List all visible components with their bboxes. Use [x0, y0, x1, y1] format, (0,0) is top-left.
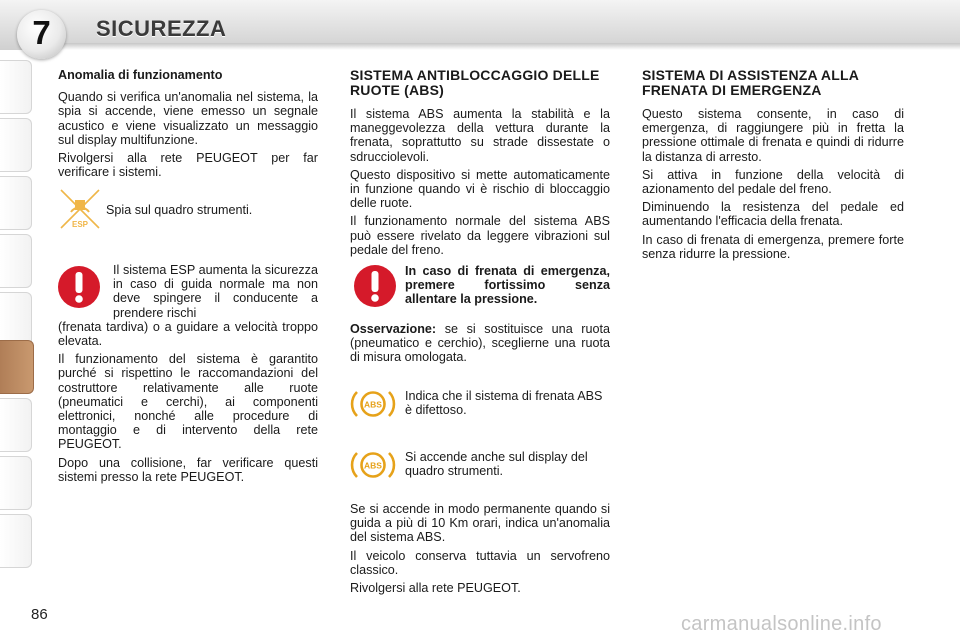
- header-shadow: [60, 43, 960, 50]
- esp-light-label: ESP: [71, 220, 89, 229]
- abs-paragraph-5: Il veicolo conserva tuttavia un servofreno classico.: [350, 548, 610, 577]
- emergency-braking-warning: In caso di frenata di emergenza, premere fortissimo senza allentare la pressione.: [405, 264, 610, 307]
- watermark: carmanualsonline.info: [681, 613, 882, 635]
- esp-warning-block: [58, 263, 318, 488]
- thumb-tab-4[interactable]: [0, 234, 32, 288]
- thumb-tab-7[interactable]: [0, 398, 32, 452]
- anomaly-paragraph-1: Quando si verifica un'anomalia nel sistema, la spia si accende, viene emesso un segnale acustico e viene visualizzato un messaggio sul display multifunzione.: [58, 90, 318, 147]
- emergency-warning-exclamation-icon: [352, 263, 398, 309]
- emergency-assist-title: SISTEMA DI ASSISTENZA ALLA FRENATA DI EMERGENZA: [642, 67, 859, 98]
- abs-light-label-1: ABS: [364, 399, 382, 410]
- abs-paragraph-4: Se si accende in modo permanente quando si guida a più di 10 Km orari, indica un'anomalia del sistema ABS.: [350, 502, 610, 545]
- chapter-number: 7: [32, 14, 51, 51]
- abs-display-light-icon: [350, 447, 396, 483]
- anomaly-heading: Anomalia di funzionamento: [58, 68, 223, 82]
- abs-note: [350, 322, 610, 369]
- column-1: [58, 68, 318, 183]
- esp-warning-paragraph-2: Il funzionamento del sistema è garantito purché si rispettino le raccomandazioni del costruttore relativamente alle ruote (pneumatici e cerchi), ai componenti elettronici, nonché alle procedure di montaggio e di intervento della rete PEUGEOT.: [58, 352, 318, 452]
- abs-paragraph-3: Il funzionamento normale del sistema ABS può essere rivelato da leggere vibrazioni sul pedale del freno.: [350, 214, 610, 257]
- anomaly-paragraph-2: Rivolgersi alla rete PEUGEOT per far verificare i sistemi.: [58, 151, 318, 180]
- assist-paragraph-4: In caso di frenata di emergenza, premere forte senza ridurre la pressione.: [642, 232, 904, 261]
- thumb-tab-3[interactable]: [0, 176, 32, 230]
- chapter-badge: [17, 10, 66, 59]
- abs-light-label-2: ABS: [364, 460, 382, 471]
- column-2: [350, 68, 610, 261]
- assist-paragraph-1: Questo sistema consente, in caso di emergenza, di raggiungere più in fretta la pressione ottimale di frenata e quindi di ridurre la distanza di arresto.: [642, 107, 904, 164]
- esp-warning-paragraph-3: Dopo una collisione, far verificare questi sistemi presso la rete PEUGEOT.: [58, 455, 318, 484]
- abs-section-title: SISTEMA ANTIBLOCCAGGIO DELLE RUOTE (ABS): [350, 67, 600, 98]
- esp-warning-paragraph-1a: Il sistema ESP aumenta la sicurezza in caso di guida normale ma non deve spingere il conducente a prendere rischi: [113, 263, 318, 320]
- assist-paragraph-3: Diminuendo la resistenza del pedale ed aumentando l'efficacia della frenata.: [642, 200, 904, 229]
- abs-light-caption-2: Si accende anche sul display del quadro strumenti.: [405, 450, 588, 479]
- abs-permanent-block: [350, 502, 610, 599]
- thumb-tab-9[interactable]: [0, 514, 32, 568]
- thumb-tab-active[interactable]: [0, 340, 34, 394]
- thumb-tab-5[interactable]: [0, 292, 32, 346]
- abs-light-caption-1: Indica che il sistema di frenata ABS è difettoso.: [405, 389, 603, 418]
- esp-warning-light-icon: [57, 186, 103, 232]
- chapter-thumb-index: [0, 60, 34, 580]
- thumb-tab-2[interactable]: [0, 118, 32, 172]
- abs-paragraph-6: Rivolgersi alla rete PEUGEOT.: [350, 581, 521, 596]
- thumb-tab-1[interactable]: [0, 60, 32, 114]
- chapter-title: SICUREZZA: [96, 16, 227, 41]
- page-number: 86: [31, 606, 48, 623]
- note-label: Osservazione:: [350, 322, 437, 336]
- esp-warning-paragraph-1b: (frenata tardiva) o a guidare a velocità troppo elevata.: [58, 319, 318, 349]
- column-3: [642, 68, 904, 265]
- esp-caption: Spia sul quadro strumenti.: [106, 203, 253, 217]
- assist-paragraph-2: Si attiva in funzione della velocità di azionamento del pedale del freno.: [642, 167, 904, 197]
- thumb-tab-8[interactable]: [0, 456, 32, 510]
- abs-paragraph-1: Il sistema ABS aumenta la stabilità e la maneggevolezza della vettura durante la frenata, soprattutto su strade dissestate o sdrucciolevoli.: [350, 107, 610, 164]
- abs-paragraph-2: Questo dispositivo si mette automaticamente in funzione quando vi è rischio di bloccaggio delle ruote.: [350, 167, 610, 211]
- note-text: se si sostituisce una ruota (pneumatico e cerchio), sceglierne una ruota di misura omologata.: [350, 322, 610, 365]
- abs-warning-light-icon: [350, 386, 396, 422]
